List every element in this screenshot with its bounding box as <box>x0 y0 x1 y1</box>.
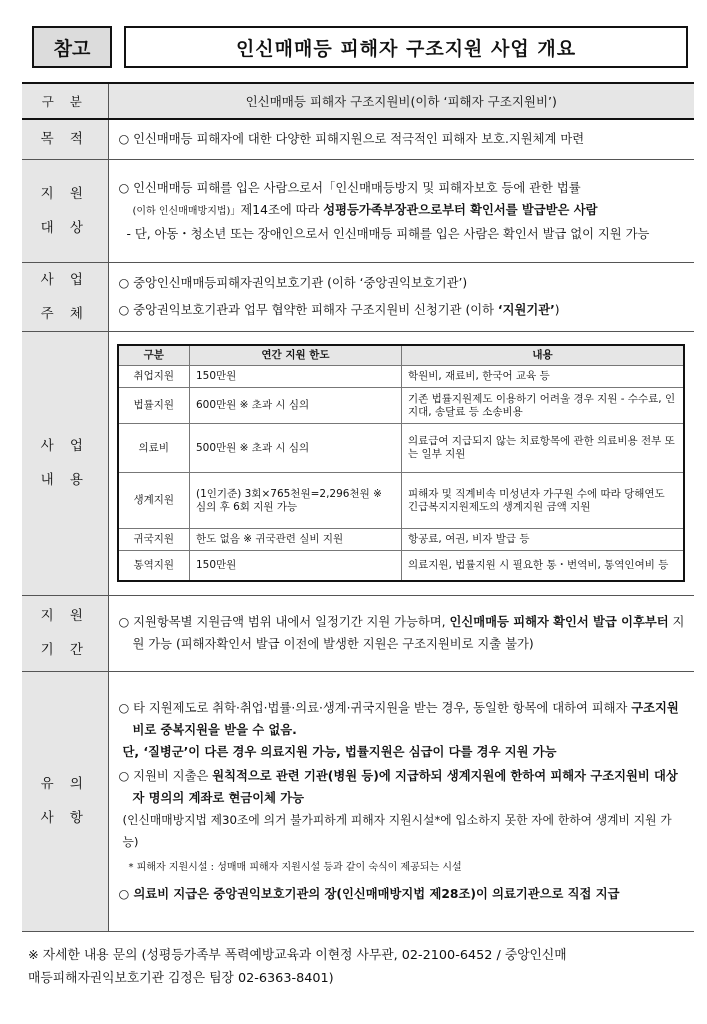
cell-limit: 600만원 ※ 초과 시 심의 <box>190 388 402 424</box>
period-row <box>22 595 694 671</box>
contact-footer <box>28 944 688 990</box>
cell-desc: 항공료, 여권, 비자 발급 등 <box>402 529 685 551</box>
col-limit: 연간 지원 한도 <box>190 345 402 366</box>
note-3: ○ 의료비 지급은 중앙권익보호기관의 장(인신매매방지법 제28조)이 의료기관으로 직접 지급 <box>118 887 620 901</box>
note-1-exception: 단, ‘질병군’이 다른 경우 의료지원 가능, 법률지원은 심급이 다를 경우 지원 가능 <box>122 745 557 759</box>
overview-table <box>22 82 694 932</box>
notes-row <box>22 671 694 931</box>
period-content <box>108 595 694 671</box>
cell-desc: 의료지원, 법률지원 시 필요한 통・번역비, 통역인여비 등 <box>402 551 685 581</box>
col-category: 구분 <box>118 345 190 366</box>
target-row <box>22 159 694 262</box>
cell-category: 취업지원 <box>118 366 190 388</box>
table-row <box>118 388 685 424</box>
cell-category: 통역지원 <box>118 551 190 581</box>
notes-content <box>108 671 694 931</box>
agent-text-1: ○ 중앙인신매매등피해자권익보호기관 (이하 ‘중앙권익보호기관’) <box>118 275 468 290</box>
contact-line-2: 매등피해자권익보호기관 김정은 팀장 02-6363-8401) <box>28 971 334 986</box>
table-row <box>118 473 685 529</box>
page-title: 인신매매등 피해자 구조지원 사업 개요 <box>124 26 688 68</box>
content-cell <box>108 331 694 595</box>
agent-row <box>22 262 694 331</box>
cell-limit: (1인기준) 3회×765천원=2,296천원 ※ 심의 후 6회 지원 가능 <box>190 473 402 529</box>
table-row <box>118 529 685 551</box>
purpose-text: ○ 인신매매등 피해자에 대한 다양한 피해지원으로 적극적인 피해자 보호.지원체계 마련 <box>108 119 694 159</box>
period-text: ○ 지원항목별 지원금액 범위 내에서 일정기간 지원 가능하며, 인신매매등 피해자 확인서 발급 이후부터 지원 가능 (피해자확인서 발급 이전에 발생한 지원은 구조지원비로 지출 불가) <box>118 615 685 651</box>
notes-label: 유 의 사 항 <box>22 671 108 931</box>
cell-desc: 기존 법률지원제도 이용하기 어려울 경우 지원 - 수수료, 인지대, 송달료 등 소송비용 <box>402 388 685 424</box>
cell-category: 귀국지원 <box>118 529 190 551</box>
col-desc: 내용 <box>402 345 685 366</box>
cell-category: 법률지원 <box>118 388 190 424</box>
support-table-header <box>118 345 685 366</box>
target-text-2: - 단, 아동・청소년 또는 장애인으로서 인신매매등 피해를 입은 사람은 확인서 발급 없이 지원 가능 <box>126 226 650 241</box>
table-row <box>118 424 685 473</box>
cell-desc: 의료급여 지급되지 않는 치료항목에 관한 의료비용 전부 또는 일부 지원 <box>402 424 685 473</box>
contact-line-1: ※ 자세한 내용 문의 (성평등가족부 폭력예방교육과 이현정 사무관, 02-2100-6452 / 중앙인신매 <box>28 948 567 963</box>
cell-category: 생계지원 <box>118 473 190 529</box>
content-label: 사 업 내 용 <box>22 331 108 595</box>
agent-text-2: ○ 중앙권익보호기관과 업무 협약한 피해자 구조지원비 신청기관 (이하 ‘지원기관’) <box>118 302 560 317</box>
cell-desc: 학원비, 재료비, 한국어 교육 등 <box>402 366 685 388</box>
period-label: 지 원 기 간 <box>22 595 108 671</box>
support-table <box>117 344 686 582</box>
note-2: ○ 지원비 지출은 원칙적으로 관련 기관(병원 등)에 지급하되 생계지원에 한하여 피해자 구조지원비 대상자 명의의 계좌로 현금이체 가능 <box>118 769 678 805</box>
agent-content <box>108 262 694 331</box>
cell-limit: 150만원 <box>190 366 402 388</box>
target-content <box>108 159 694 262</box>
purpose-label: 목 적 <box>22 119 108 159</box>
note-1: ○ 타 지원제도로 취학·취업·법률·의료·생계·귀국지원을 받는 경우, 동일한 항목에 대하여 피해자 구조지원비로 중복지원을 받을 수 없음. <box>118 701 679 737</box>
table-row <box>118 366 685 388</box>
cell-limit: 500만원 ※ 초과 시 심의 <box>190 424 402 473</box>
cell-limit: 150만원 <box>190 551 402 581</box>
note-2-footnote: * 피해자 지원시설 : 성매매 피해자 지원시설 등과 같이 숙식이 제공되는 시설 <box>128 862 462 873</box>
target-label: 지 원 대 상 <box>22 159 108 262</box>
table-header-row <box>22 83 694 119</box>
cell-desc: 피해자 및 직계비속 미성년자 가구원 수에 따라 당해연도 긴급복지지원제도의 생계지원 금액 지원 <box>402 473 685 529</box>
reference-tag: 참고 <box>32 26 112 68</box>
cell-limit: 한도 없음 ※ 귀국관련 실비 지원 <box>190 529 402 551</box>
agent-label: 사 업 주 체 <box>22 262 108 331</box>
note-2-detail: (인신매매방지법 제30조에 의거 불가피하게 피해자 지원시설*에 입소하지 못한 자에 한하여 생계비 지원 가능) <box>122 813 672 849</box>
purpose-row <box>22 119 694 159</box>
header-label: 구 분 <box>22 83 108 119</box>
header-title: 인신매매등 피해자 구조지원비(이하 ‘피해자 구조지원비’) <box>108 83 694 119</box>
table-row <box>118 551 685 581</box>
target-text-1: ○ 인신매매등 피해를 입은 사람으로서「인신매매등방지 및 피해자보호 등에 관한 법률 (이하 인신매매방지법)」제14조에 따라 성평등가족부장관으로부터 확인서를 발급받은 사람 <box>118 180 598 217</box>
cell-category: 의료비 <box>118 424 190 473</box>
content-row <box>22 331 694 595</box>
